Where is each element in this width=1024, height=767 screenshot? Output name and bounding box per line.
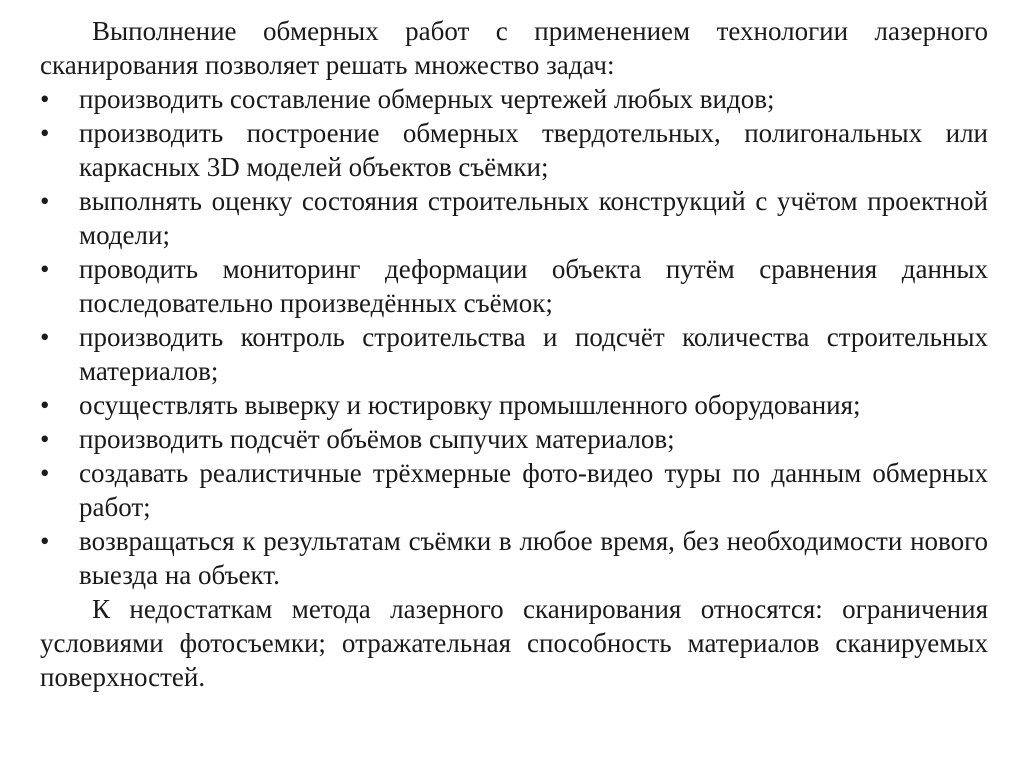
- list-item: [40, 82, 988, 116]
- list-item: [40, 184, 988, 252]
- bullet-icon: •: [40, 458, 50, 488]
- intro-paragraph: Выполнение обмерных работ с применением технологии лазерного сканирования позволяет решать множество задач:: [40, 16, 988, 80]
- bullet-icon: •: [40, 118, 50, 148]
- list-item: [40, 422, 988, 456]
- list-item-text: выполнять оценку состояния строительных конструкций с учётом проектной модели;: [79, 186, 988, 250]
- list-item: [40, 524, 988, 592]
- list-item-text: производить контроль строительства и подсчёт количества строительных материалов;: [79, 322, 988, 386]
- list-item-text: производить составление обмерных чертежей любых видов;: [79, 84, 775, 114]
- list-item: [40, 252, 988, 320]
- list-item-text: производить подсчёт объёмов сыпучих материалов;: [79, 424, 675, 454]
- list-item-text: возвращаться к результатам съёмки в любое время, без необходимости нового выезда на объект.: [79, 526, 988, 590]
- bullet-icon: •: [40, 186, 50, 216]
- task-list: [40, 82, 988, 592]
- list-item: [40, 388, 988, 422]
- document-page: [40, 14, 988, 694]
- list-item-text: осуществлять выверку и юстировку промышленного оборудования;: [79, 390, 861, 420]
- list-item-text: создавать реалистичные трёхмерные фото-видео туры по данным обмерных работ;: [79, 458, 988, 522]
- bullet-icon: •: [40, 526, 50, 556]
- bullet-icon: •: [40, 84, 50, 114]
- bullet-icon: •: [40, 390, 50, 420]
- bullet-icon: •: [40, 322, 50, 352]
- conclusion-paragraph: К недостаткам метода лазерного сканирования относятся: ограничения условиями фотосъемки; отражательная способность материалов сканируемых поверхностей.: [40, 594, 988, 692]
- list-item-text: проводить мониторинг деформации объекта путём сравнения данных последовательно произведённых съёмок;: [79, 254, 988, 318]
- list-item: [40, 456, 988, 524]
- list-item-text: производить построение обмерных твердотельных, полигональных или каркасных 3D моделей объектов съёмки;: [79, 118, 988, 182]
- list-item: [40, 116, 988, 184]
- bullet-icon: •: [40, 424, 50, 454]
- bullet-icon: •: [40, 254, 50, 284]
- list-item: [40, 320, 988, 388]
